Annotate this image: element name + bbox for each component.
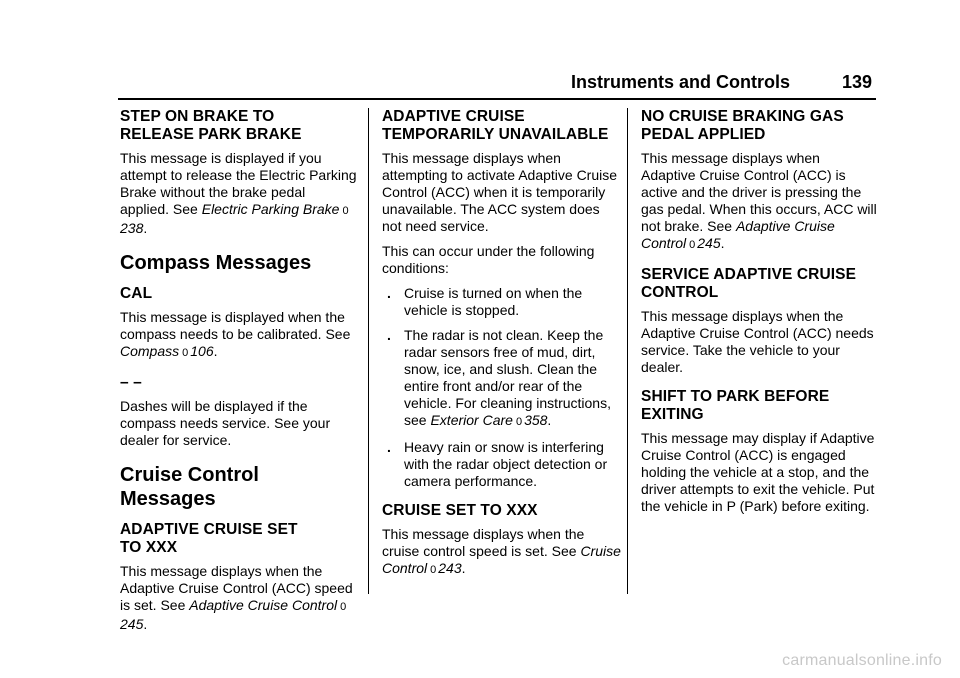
- section-heading: [382, 108, 622, 144]
- cross-reference-link[interactable]: Cruise Control: [382, 543, 621, 576]
- section-step-on-brake: [120, 108, 358, 237]
- punctuation: .: [461, 560, 466, 576]
- watermark: carmanualsonline.info: [782, 652, 942, 669]
- page-ref-icon: 0: [340, 601, 347, 613]
- heading-line: TO XXX: [120, 539, 178, 556]
- page-reference: 106: [190, 343, 214, 359]
- heading-line: ADAPTIVE CRUISE: [382, 108, 525, 125]
- punctuation: .: [720, 235, 725, 251]
- column-divider: [368, 108, 369, 594]
- heading-line: CONTROL: [641, 284, 719, 301]
- list-item: [382, 285, 622, 319]
- paragraph: This message displays when attempting to activate Adaptive Cruise Control (ACC) when it is temporarily unavailable. The ACC system does not need service.: [382, 150, 618, 234]
- heading-line: STEP ON BRAKE TO: [120, 108, 275, 125]
- page-ref-icon: 0: [342, 205, 349, 217]
- major-heading-cruise: Cruise Control Messages: [120, 464, 259, 510]
- list-item: [382, 327, 622, 431]
- paragraph: Dashes will be displayed if the compass needs service. See your dealer for service.: [120, 398, 331, 448]
- cross-reference-link[interactable]: Compass: [120, 343, 180, 359]
- heading-line: ADAPTIVE CRUISE SET: [120, 521, 298, 538]
- cross-reference-link[interactable]: Adaptive Cruise Control: [641, 218, 835, 251]
- heading-line: SHIFT TO PARK BEFORE: [641, 388, 830, 405]
- paragraph-text: This message displays when the Adaptive Cruise Control (ACC) speed is set. See: [120, 563, 353, 613]
- column-2: [382, 108, 622, 591]
- page-header: [118, 72, 876, 100]
- heading-line: RELEASE PARK BRAKE: [120, 126, 302, 143]
- section-service-acc: [641, 266, 877, 376]
- section-no-cruise-braking: [641, 108, 877, 254]
- paragraph: This message displays when the Adaptive Cruise Control (ACC) needs service. Take the vehicle to your dealer.: [641, 308, 874, 375]
- page-ref-icon: 0: [689, 239, 696, 251]
- page-number: 139: [841, 72, 872, 92]
- list-item-text: Heavy rain or snow is interfering with the radar object detection or camera performance.: [404, 439, 608, 489]
- section-heading: [641, 108, 877, 144]
- page-reference: 243: [438, 560, 462, 576]
- heading-line: EXITING: [641, 406, 704, 423]
- section-acc-unavailable: [382, 108, 622, 490]
- section-title: Instruments and Controls: [570, 72, 790, 92]
- page-reference: 245: [697, 235, 721, 251]
- paragraph: [120, 150, 358, 237]
- bullet-list: [382, 285, 622, 490]
- section-acc-set: [120, 521, 358, 633]
- list-item-text: Cruise is turned on when the vehicle is stopped.: [404, 285, 583, 318]
- column-divider: [627, 108, 628, 594]
- heading-line: NO CRUISE BRAKING GAS: [641, 108, 844, 125]
- page-reference: 238: [120, 220, 144, 236]
- paragraph: [120, 563, 358, 633]
- paragraph: [382, 526, 622, 579]
- page-ref-icon: 0: [430, 564, 437, 576]
- section-heading: CRUISE SET TO XXX: [382, 502, 538, 519]
- punctuation: .: [547, 412, 552, 428]
- section-heading: [641, 266, 877, 302]
- column-3: [641, 108, 877, 527]
- paragraph: This message may display if Adaptive Cruise Control (ACC) is engaged holding the vehicle at a stop, and the driver attempts to exit the vehicle. Put the vehicle in P (Park) before exiting.: [641, 430, 875, 514]
- paragraph-text: This message displays when the cruise control speed is set. See: [382, 526, 585, 559]
- section-cal: [120, 285, 358, 362]
- page-ref-icon: 0: [182, 347, 189, 359]
- section-cruise-set: [382, 502, 622, 579]
- paragraph-text: This message is displayed when the compass needs to be calibrated. See: [120, 309, 351, 342]
- heading-line: PEDAL APPLIED: [641, 126, 766, 143]
- cross-reference-link[interactable]: Electric Parking Brake: [201, 201, 340, 217]
- bullet-icon: .: [387, 439, 391, 455]
- list-item-text: The radar is not clean. Keep the radar sensors free of mud, dirt, snow, ice, and slush. Clean the entire front and/or rear of the vehicle. For cleaning instructions, see: [404, 327, 611, 428]
- paragraph: [120, 309, 358, 362]
- section-shift-to-park: [641, 388, 877, 515]
- section-heading: – –: [120, 374, 142, 391]
- paragraph-text: This message displays when Adaptive Cruise Control (ACC) is active and the driver is pressing the gas pedal. When this occurs, ACC will not brake. See: [641, 150, 877, 234]
- section-heading: [120, 521, 358, 557]
- column-1: [120, 108, 358, 645]
- paragraph: This can occur under the following conditions:: [382, 243, 595, 276]
- section-heading: CAL: [120, 285, 153, 302]
- punctuation: .: [143, 220, 148, 236]
- punctuation: .: [213, 343, 218, 359]
- paragraph: [641, 150, 877, 254]
- page-reference: 245: [120, 616, 144, 632]
- cross-reference-link[interactable]: Adaptive Cruise Control: [189, 597, 338, 613]
- section-dashes: [120, 374, 358, 449]
- bullet-icon: .: [387, 285, 391, 301]
- section-heading: [641, 388, 877, 424]
- punctuation: .: [143, 616, 148, 632]
- major-heading-compass: Compass Messages: [120, 252, 312, 274]
- cross-reference-link[interactable]: Exterior Care: [430, 412, 513, 428]
- page-ref-icon: 0: [515, 416, 523, 428]
- bullet-icon: .: [387, 327, 391, 343]
- list-item: [382, 439, 622, 490]
- section-heading: [120, 108, 358, 144]
- heading-line: TEMPORARILY UNAVAILABLE: [382, 126, 609, 143]
- paragraph-text: This message is displayed if you attempt to release the Electric Parking Brake without the brake pedal applied. See: [120, 150, 357, 217]
- heading-line: SERVICE ADAPTIVE CRUISE: [641, 266, 857, 283]
- page-reference: 358: [524, 412, 548, 428]
